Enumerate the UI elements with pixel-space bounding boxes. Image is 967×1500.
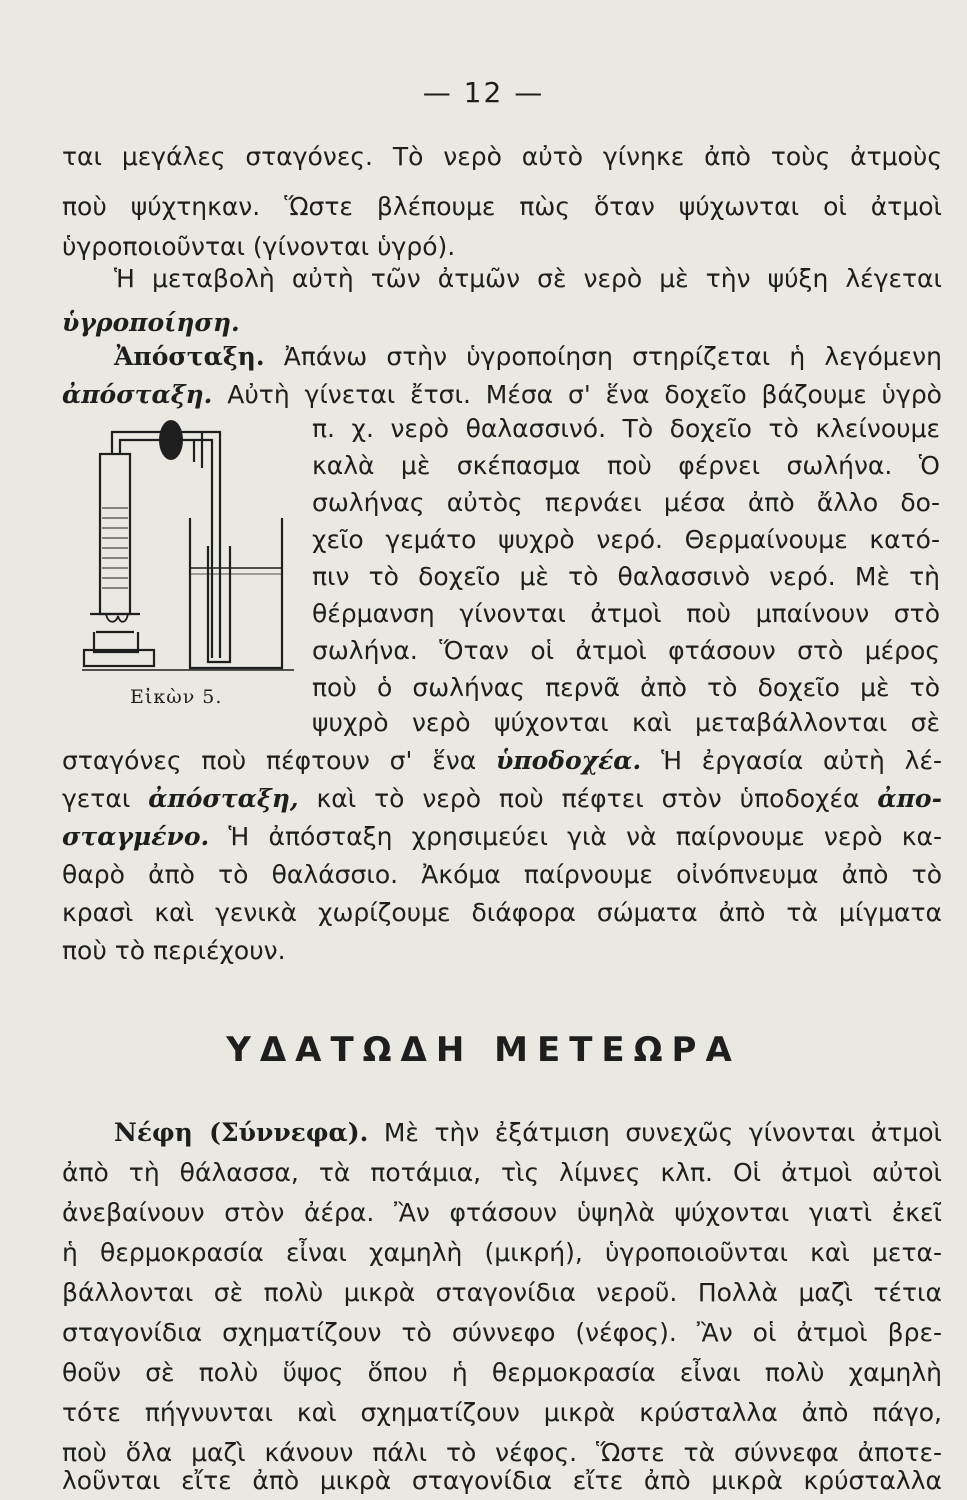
text-line [62,820,942,854]
text-line [62,744,942,778]
text-line: ποὺ ὅλα μαζὶ κάνουν πάλι τὸ νέφος. Ὥστε τὰ σύννεφα ἀποτε- [62,1438,942,1467]
term-apostagmeno-part1: ἀπο- [877,784,942,813]
text-span: Αὐτὴ γίνεται ἔτσι. Μέσα σ' ἕνα δοχεῖο βάζουμε ὑγρὸ [227,380,942,409]
text-line: σταγονίδια σχηματίζουν τὸ σύννεφο (νέφος). Ἂν οἱ ἀτμοὶ βρε- [62,1318,942,1347]
text-line: ποὺ ψύχτηκαν. Ὥστε βλέπουμε πὼς ὅταν ψύχωνται οἱ ἀτμοὶ [62,192,942,221]
text-line: σωλήνας αὐτὸς περνάει μέσα ἀπὸ ἄλλο δο- [312,488,940,517]
text-line: Ἡ μεταβολὴ αὐτὴ τῶν ἀτμῶν σὲ νερὸ μὲ τὴν ψύξη λέγεται [114,264,942,293]
text-line: κρασὶ καὶ γενικὰ χωρίζουμε διάφορα σώματα ἀπὸ τὰ μίγματα [62,898,942,927]
text-span: Ἡ ἀπόσταξη χρησιμεύει γιὰ νὰ παίρνουμε νερὸ κα- [228,822,942,851]
section-heading: ΥΔΑΤΩΔΗ ΜΕΤΕΩΡΑ [226,1030,741,1070]
text-line: τότε πήγνυνται καὶ σχηματίζουν μικρὰ κρύσταλλα ἀπὸ πάγο, [62,1398,942,1427]
term-ypodoxeas: ὑποδοχέα. [495,746,642,775]
text-span: Ἀπάνω στὴν ὑγροποίηση στηρίζεται ἡ λεγόμενη [283,342,942,371]
text-line: θαρὸ ἀπὸ τὸ θαλάσσιο. Ἀκόμα παίρνουμε οἰνόπνευμα ἀπὸ τὸ [62,860,942,889]
text-line: π. χ. νερὸ θαλασσινό. Τὸ δοχεῖο τὸ κλείνουμε [312,414,940,443]
text-span: σταγόνες ποὺ πέφτουν σ' ἕνα [62,746,477,775]
text-line [62,1116,942,1150]
term-apostaxi: ἀπόσταξη. [62,380,213,409]
figure-caption: Εἰκὼν 5. [130,686,223,708]
text-line: σωλήνα. Ὅταν οἱ ἀτμοὶ φτάσουν στὸ μέρος [312,636,940,665]
text-line: χεῖο γεμάτο ψυχρὸ νερό. Θερμαίνουμε κατό- [312,525,940,554]
text-line: ψυχρὸ νερὸ ψύχονται καὶ μεταβάλλονται σὲ [312,708,940,737]
text-line [62,782,942,816]
paragraph-lead-apostaxi: Ἀπόσταξη. [114,342,265,371]
flask-liquid-hatching [102,508,128,588]
page-number: — 12 — [422,76,545,109]
text-line: ἀνεβαίνουν στὸν ἀέρα. Ἂν φτάσουν ὑψηλὰ ψύχονται γιατὶ ἐκεῖ [62,1198,942,1227]
text-line: ἡ θερμοκρασία εἶναι χαμηλὴ (μικρή), ὑγροποιοῦνται καὶ μετα- [62,1238,942,1267]
text-line: θέρμανση γίνονται ἀτμοὶ ποὺ μπαίνουν στὸ [312,599,940,628]
burner-icon [90,614,140,652]
term-apostagmeno-part2: σταγμένο. [62,822,210,851]
text-line [62,306,942,340]
flask-icon [100,454,130,614]
text-span: Ἡ ἐργασία αὐτὴ λέ- [661,746,942,775]
distillation-figure [82,418,294,686]
text-line [62,378,942,412]
text-line: ποὺ ὁ σωλήνας περνᾶ ἀπὸ τὸ δοχεῖο μὲ τὸ [312,673,940,702]
stopper-icon [159,420,183,460]
text-line: βάλλονται σὲ πολὺ μικρὰ σταγονίδια νεροῦ. Πολλὰ μαζὶ τέτια [62,1278,942,1307]
text-line: λοῦνται εἴτε ἀπὸ μικρὰ σταγονίδια εἴτε ἀπὸ μικρὰ κρύσταλλα [62,1466,942,1495]
term-apostaxi-2: ἀπόσταξη, [148,784,299,813]
text-span: Μὲ τὴν ἐξάτμιση συνεχῶς γίνονται ἀτμοὶ [383,1118,943,1147]
text-line: ὑγροποιοῦνται (γίνονται ὑγρό). [62,232,456,261]
tube-icon [112,432,202,468]
text-line: ἀπὸ τὴ θάλασσα, τὰ ποτάμια, τὶς λίμνες κλπ. Οἱ ἀτμοὶ αὐτοὶ [62,1158,942,1187]
text-line: καλὰ μὲ σκέπασμα ποὺ φέρνει σωλήνα. Ὁ [312,451,940,480]
text-line [62,340,942,374]
text-span: καὶ τὸ νερὸ ποὺ πέφτει στὸν ὑποδοχέα [316,784,860,813]
text-line: ποὺ τὸ περιέχουν. [62,936,286,965]
paragraph-lead-nefi: Νέφη (Σύννεφα). [114,1118,369,1147]
flame-icon [106,614,128,622]
text-line: πιν τὸ δοχεῖο μὲ τὸ θαλασσινὸ νερό. Μὲ τὴ [312,562,940,591]
text-span: γεται [62,784,131,813]
term-ygropoiisi: ὑγροποίηση. [62,308,240,337]
cooling-vessel-icon [190,518,282,668]
text-line: ται μεγάλες σταγόνες. Τὸ νερὸ αὐτὸ γίνηκε ἀπὸ τοὺς ἀτμοὺς [62,142,942,171]
text-line: θοῦν σὲ πολὺ ὕψος ὅπου ἡ θερμοκρασία εἶναι πολὺ χαμηλὴ [62,1358,942,1387]
